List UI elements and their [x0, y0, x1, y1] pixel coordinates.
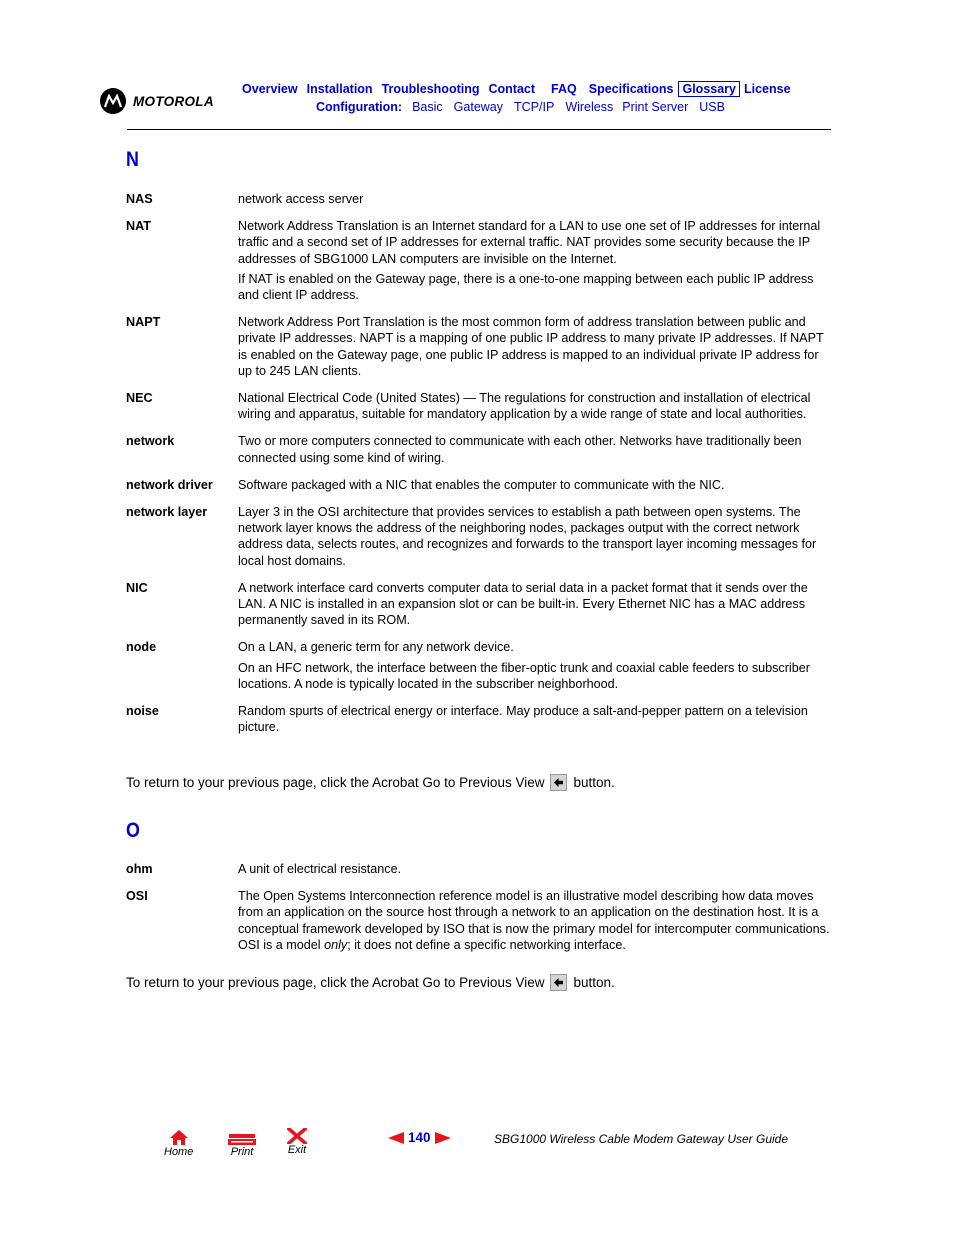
nav-glossary[interactable]: Glossary	[678, 81, 740, 97]
nav-faq[interactable]: FAQ	[551, 82, 577, 96]
previous-view-button[interactable]	[550, 774, 567, 791]
return-instruction	[126, 774, 615, 791]
motorola-logo	[100, 88, 214, 114]
print-label: Print	[230, 1146, 254, 1158]
glossary-term: OSI	[126, 889, 148, 904]
glossary-entry	[126, 191, 832, 207]
glossary-n-list	[126, 191, 832, 746]
nav-troubleshooting[interactable]: Troubleshooting	[381, 82, 480, 96]
nav-gateway[interactable]: Gateway	[453, 100, 504, 114]
glossary-term: NIC	[126, 580, 148, 595]
nav-overview[interactable]: Overview	[242, 82, 298, 96]
motorola-batwing-icon	[100, 88, 126, 114]
brand-name: MOTOROLA	[133, 93, 214, 109]
next-page-arrow-icon[interactable]	[435, 1132, 451, 1144]
home-label: Home	[164, 1146, 194, 1158]
glossary-definition: Layer 3 in the OSI architecture that provides services to establish a path between open systems. The network layer knows the address of the neighboring nodes, packages output with the correct network address data, selects routes, and recognizes and forwards to the transport layer incoming messages for local host domains.	[238, 505, 817, 568]
config-nav	[316, 100, 725, 114]
glossary-entry	[126, 703, 832, 735]
glossary-definition: Random spurts of electrical energy or interface. May produce a salt-and-pepper pattern on a television picture.	[238, 704, 808, 735]
glossary-entry	[126, 390, 832, 422]
glossary-entry	[126, 861, 832, 877]
glossary-entry	[126, 580, 832, 629]
nav-print-server[interactable]: Print Server	[622, 100, 689, 114]
exit-button[interactable]	[287, 1128, 307, 1156]
glossary-definition: Two or more computers connected to communicate with each other. Networks have traditionally been connected using some kind of wiring.	[238, 434, 802, 465]
glossary-entry	[126, 639, 832, 692]
nav-tcpip[interactable]: TCP/IP	[514, 100, 555, 114]
nav-license[interactable]: License	[744, 82, 791, 96]
glossary-definition: Network Address Translation is an Internet standard for a LAN to use one set of IP addresses for internal traffic and a second set of IP addresses for external traffic. NAT provides some security because the IP addresses of SBG1000 LAN computers are invisible on the Internet.	[238, 219, 821, 266]
glossary-definition: A network interface card converts computer data to serial data in a packet format that it sends over the LAN. A NIC is installed in an expansion slot or can be built-in. Every Ethernet NIC has a MAC address permanently saved in its ROM.	[238, 580, 808, 628]
glossary-entry	[126, 433, 832, 465]
header-divider	[127, 129, 831, 130]
printer-icon	[228, 1133, 256, 1146]
glossary-definition: If NAT is enabled on the Gateway page, there is a one-to-one mapping between each public IP address and client IP address.	[238, 271, 814, 303]
section-letter-n: N	[126, 148, 139, 171]
nav-usb[interactable]: USB	[699, 100, 725, 114]
glossary-entry	[126, 504, 832, 569]
glossary-entry	[126, 218, 832, 303]
return-instruction	[126, 974, 615, 991]
exit-label: Exit	[287, 1144, 307, 1156]
back-arrow-icon	[553, 977, 564, 988]
glossary-entry	[126, 888, 832, 953]
glossary-definition: network access server	[238, 192, 364, 206]
glossary-definition	[238, 888, 832, 953]
definition-text-end: ; it does not define a specific networking interface.	[347, 937, 626, 952]
nav-wireless[interactable]: Wireless	[565, 100, 614, 114]
definition-emphasis: only	[324, 937, 348, 952]
glossary-term: node	[126, 640, 157, 655]
section-letter-o: O	[126, 819, 140, 842]
glossary-o-list	[126, 861, 832, 964]
glossary-definition: On a LAN, a generic term for any network device.	[238, 640, 514, 655]
back-arrow-icon	[553, 777, 564, 788]
page-number: 140	[408, 1130, 431, 1145]
glossary-definition: Network Address Port Translation is the most common form of address translation between public and private IP addresses. NAPT is a mapping of one public IP address to many private IP addresses. If NAPT is enabled on the Gateway page, one public IP address is mapped to an individual private IP address for up to 245 LAN clients.	[238, 315, 824, 378]
glossary-definition: Software packaged with a NIC that enables the computer to communicate with the NIC.	[238, 477, 725, 492]
glossary-term: network driver	[126, 477, 213, 492]
exit-x-icon	[287, 1128, 307, 1144]
return-text: To return to your previous page, click the Acrobat Go to Previous View	[126, 975, 545, 990]
glossary-term: noise	[126, 704, 159, 719]
return-text: To return to your previous page, click the Acrobat Go to Previous View	[126, 775, 545, 790]
previous-page-arrow-icon[interactable]	[388, 1132, 404, 1144]
definition-text: The Open Systems Interconnection reference model is an illustrative model describing how data moves from an application on the source host through a network to an application on the destination host. It is a conceptual framework developed by ISO that is now the primary model for intercomputer communications. OSI is a model	[238, 889, 830, 952]
nav-contact[interactable]: Contact	[488, 82, 536, 96]
glossary-term: NEC	[126, 391, 153, 406]
nav-installation[interactable]: Installation	[306, 82, 373, 96]
home-icon	[169, 1129, 189, 1146]
glossary-term: NAS	[126, 192, 153, 206]
glossary-entry	[126, 477, 832, 493]
glossary-term: ohm	[126, 862, 153, 876]
glossary-term: network	[126, 434, 175, 449]
home-button[interactable]	[164, 1129, 193, 1158]
glossary-term: NAPT	[126, 315, 161, 330]
main-nav	[242, 81, 791, 97]
glossary-term: NAT	[126, 219, 151, 234]
page-navigator	[388, 1130, 451, 1145]
return-text-after: button.	[573, 975, 615, 990]
previous-view-button[interactable]	[550, 974, 567, 991]
return-text-after: button.	[573, 775, 615, 790]
glossary-definition: A unit of electrical resistance.	[238, 862, 402, 876]
configuration-label: Configuration:	[316, 100, 403, 114]
glossary-definition: On an HFC network, the interface between the fiber-optic trunk and coaxial cable feeders to subscriber locations. A node is typically located in the subscriber neighborhood.	[238, 660, 810, 691]
glossary-definition: National Electrical Code (United States) — The regulations for construction and installation of electrical wiring and apparatus, suitable for mandatory application by a wide range of state and local authorities.	[238, 391, 811, 422]
document-title: SBG1000 Wireless Cable Modem Gateway User Guide	[494, 1132, 789, 1146]
glossary-entry	[126, 314, 832, 379]
nav-specifications[interactable]: Specifications	[588, 82, 674, 96]
nav-basic[interactable]: Basic	[412, 100, 443, 114]
print-button[interactable]	[228, 1133, 256, 1158]
glossary-term: network layer	[126, 505, 208, 520]
